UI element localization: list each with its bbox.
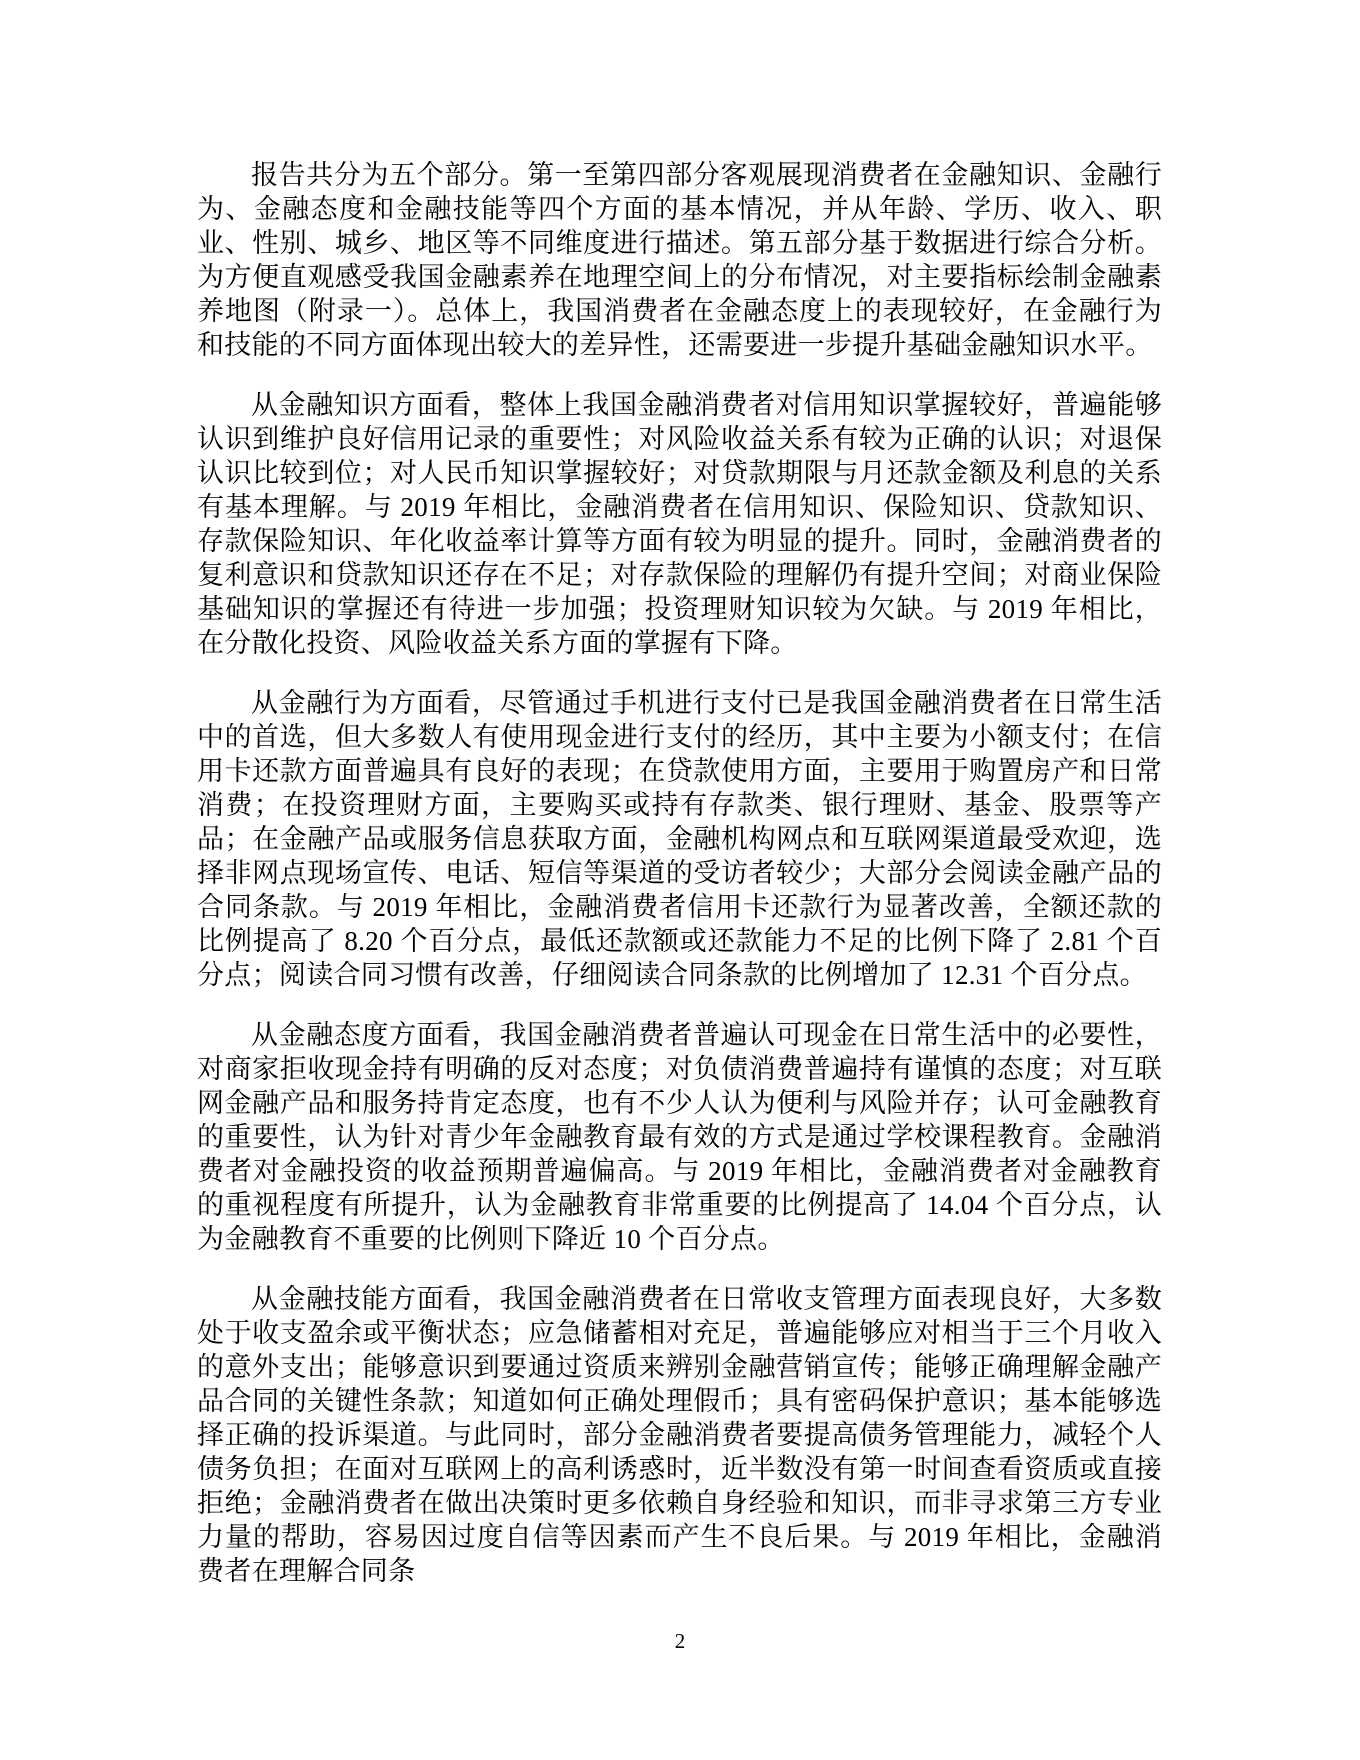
paragraph-financial-attitude: 从金融态度方面看，我国金融消费者普遍认可现金在日常生活中的必要性，对商家拒收现金持有明确的反对态度；对负债消费普遍持有谨慎的态度；对互联网金融产品和服务持肯定态度，也有不少人认为便利与风险并存；认可金融教育的重要性，认为针对青少年金融教育最有效的方式是通过学校课程教育。金融消费者对金融投资的收益预期普遍偏高。与 2019 年相比，金融消费者对金融教育的重视程度有所提升，认为金融教育非常重要的比例提高了 14.04 个百分点，认为金融教育不重要的比例则下降近 10 个百分点。	[197, 1020, 1162, 1254]
page-number: 2	[674, 1629, 686, 1653]
paragraph-report-structure: 报告共分为五个部分。第一至第四部分客观展现消费者在金融知识、金融行为、金融态度和金融技能等四个方面的基本情况，并从年龄、学历、收入、职业、性别、城乡、地区等不同维度进行描述。第五部分基于数据进行综合分析。为方便直观感受我国金融素养在地理空间上的分布情况，对主要指标绘制金融素养地图（附录一）。总体上，我国消费者在金融态度上的表现较好，在金融行为和技能的不同方面体现出较大的差异性，还需要进一步提升基础金融知识水平。	[197, 160, 1162, 360]
paragraph-financial-skills: 从金融技能方面看，我国金融消费者在日常收支管理方面表现良好，大多数处于收支盈余或平衡状态；应急储蓄相对充足，普遍能够应对相当于三个月收入的意外支出；能够意识到要通过资质来辨别金融营销宣传；能够正确理解金融产品合同的关键性条款；知道如何正确处理假币；具有密码保护意识；基本能够选择正确的投诉渠道。与此同时，部分金融消费者要提高债务管理能力，减轻个人债务负担；在面对互联网上的高利诱惑时，近半数没有第一时间查看资质或直接拒绝；金融消费者在做出决策时更多依赖自身经验和知识，而非寻求第三方专业力量的帮助，容易因过度自信等因素而产生不良后果。与 2019 年相比，金融消费者在理解合同条	[197, 1284, 1162, 1586]
paragraph-financial-behavior: 从金融行为方面看，尽管通过手机进行支付已是我国金融消费者在日常生活中的首选，但大多数人有使用现金进行支付的经历，其中主要为小额支付；在信用卡还款方面普遍具有良好的表现；在贷款使用方面，主要用于购置房产和日常消费；在投资理财方面，主要购买或持有存款类、银行理财、基金、股票等产品；在金融产品或服务信息获取方面，金融机构网点和互联网渠道最受欢迎，选择非网点现场宣传、电话、短信等渠道的受访者较少；大部分会阅读金融产品的合同条款。与 2019 年相比，金融消费者信用卡还款行为显著改善，全额还款的比例提高了 8.20 个百分点，最低还款额或还款能力不足的比例下降了 2.81 个百分点；阅读合同习惯有改善，仔细阅读合同条款的比例增加了 12.31 个百分点。	[197, 688, 1162, 990]
text-block	[197, 158, 1162, 1588]
paragraph-financial-knowledge: 从金融知识方面看，整体上我国金融消费者对信用知识掌握较好，普遍能够认识到维护良好信用记录的重要性；对风险收益关系有较为正确的认识；对退保认识比较到位；对人民币知识掌握较好；对贷款期限与月还款金额及利息的关系有基本理解。与 2019 年相比，金融消费者在信用知识、保险知识、贷款知识、存款保险知识、年化收益率计算等方面有较为明显的提升。同时，金融消费者的复利意识和贷款知识还存在不足；对存款保险的理解仍有提升空间；对商业保险基础知识的掌握还有待进一步加强；投资理财知识较为欠缺。与 2019 年相比，在分散化投资、风险收益关系方面的掌握有下降。	[197, 390, 1162, 658]
